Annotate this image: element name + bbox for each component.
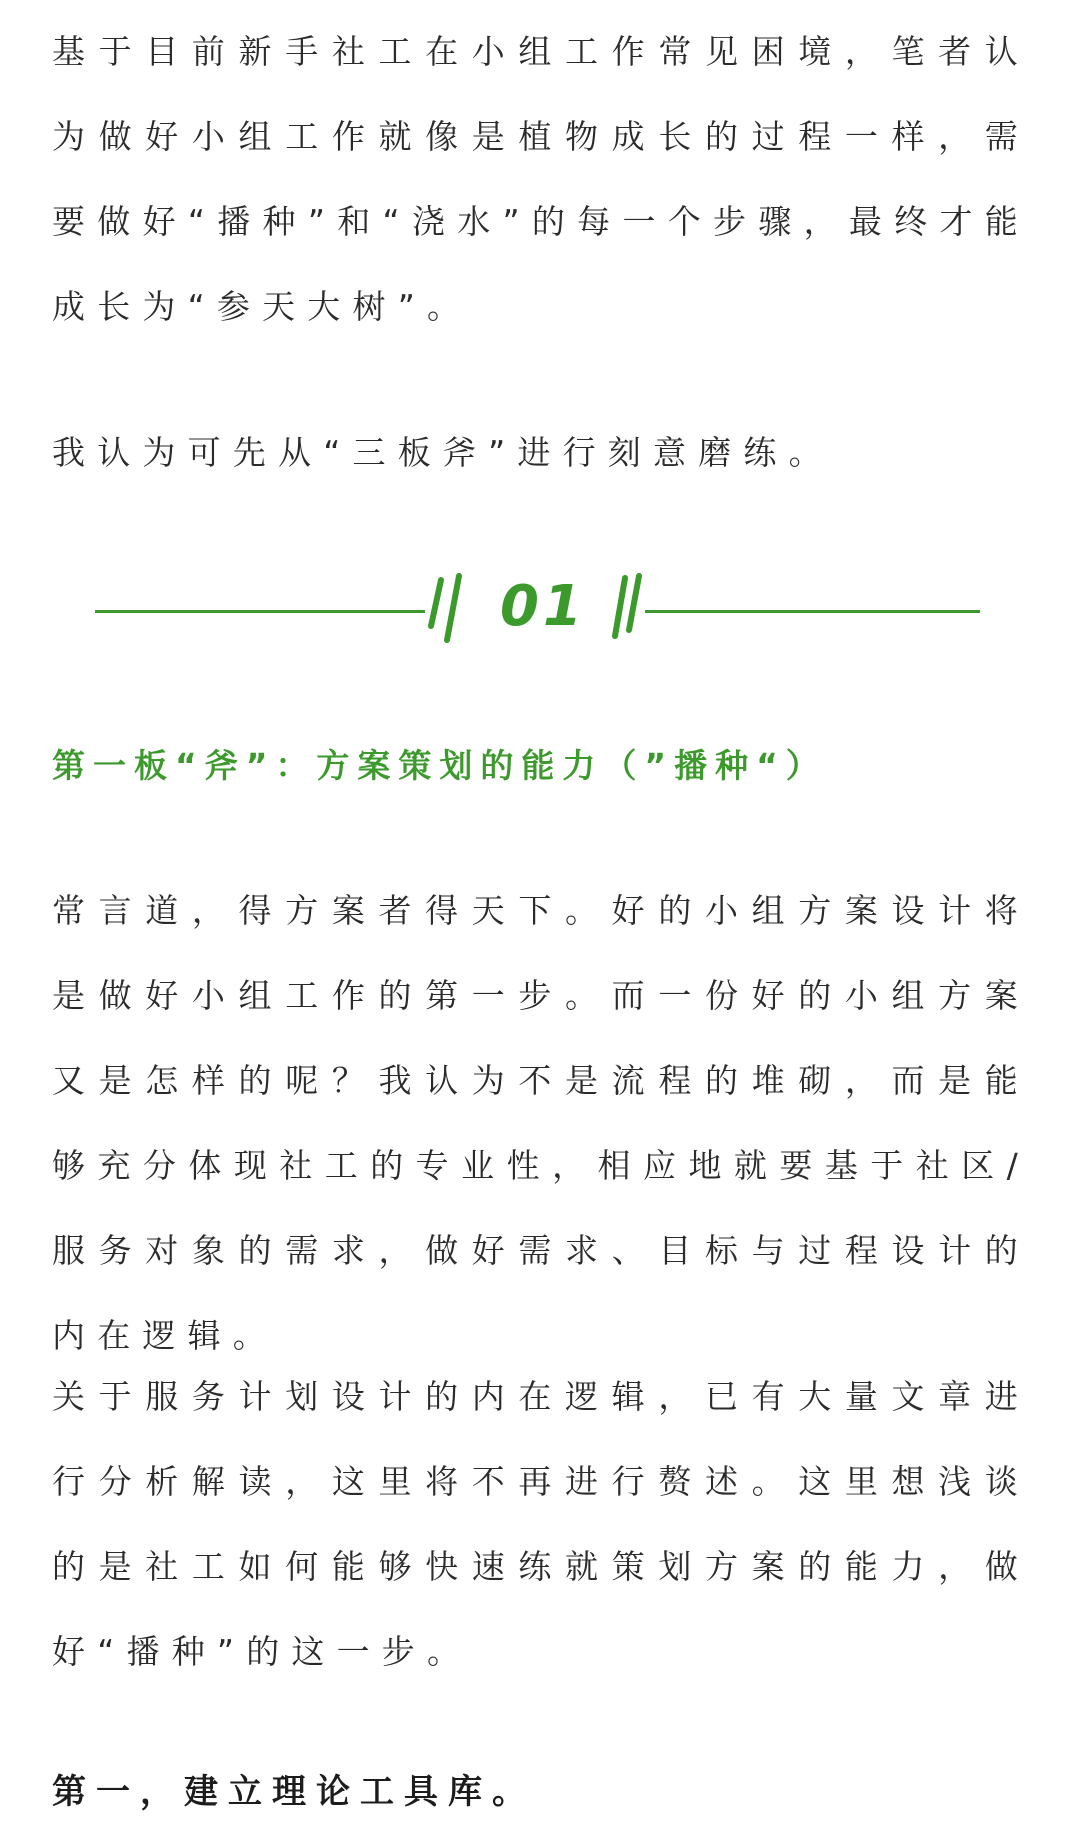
paragraph-service-logic: 关于服务计划设计的内在逻辑，已有大量文章进行分析解读，这里将不再进行赘述。这里想浅谈的是社工如何能够快速练就策划方案的能力，做好“播种”的这一步。 [52,1377,1030,1671]
divider-rule-right [645,610,980,613]
section-divider [95,570,980,650]
divider-number: 01 [500,574,586,639]
slash-mark [447,576,459,640]
paragraph-plan-design: 常言道，得方案者得天下。好的小组方案设计将是做好小组工作的第一步。而一份好的小组方案又是怎样的呢？我认为不是流程的堆砌，而是能够充分体现社工的专业性，相应地就要基于社区/服务对象的需求，做好需求、目标与过程设计的内在逻辑。 [52,891,1030,1355]
slash-mark [615,578,625,636]
slash-mark [629,576,639,630]
slash-mark [431,580,441,626]
paragraph-approach: 我认为可先从“三板斧”进行刻意磨练。 [52,433,834,472]
divider-rule-left [95,610,425,613]
sub-heading: 第一，建立理论工具库。 [52,1772,536,1812]
paragraph-intro: 基于目前新手社工在小组工作常见困境，笔者认为做好小组工作就像是植物成长的过程一样，需要做好“播种”和“浇水”的每一个步骤，最终才能成长为“参天大树”。 [52,32,1030,326]
section-heading: 第一板“斧”：方案策划的能力（”播种“） [52,746,827,785]
